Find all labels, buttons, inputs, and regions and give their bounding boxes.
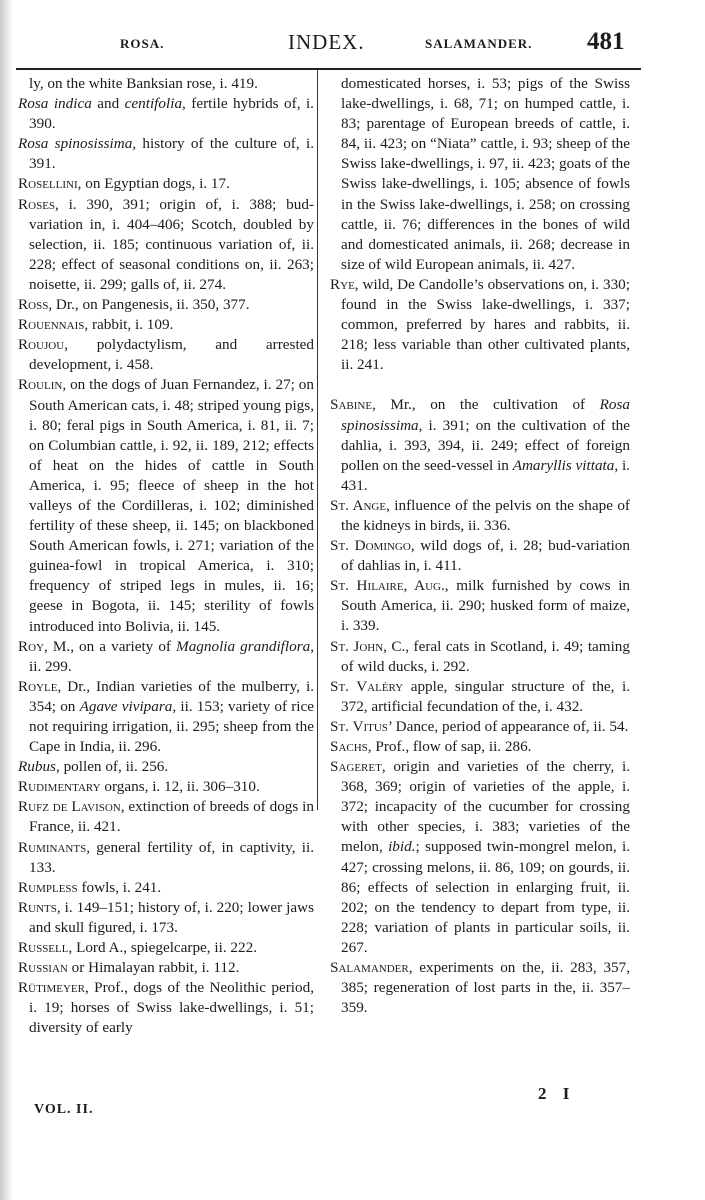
entry-text: , pollen of, ii. 256. (55, 758, 169, 776)
entry-text: ’ Dance, period of appearance of, ii. 54. (387, 717, 629, 735)
entry-text: , i. 391; on the cultivation of the dahlia, i. 393, 394, ii. 249; effect of foreign pollen on the seed-vessel in (341, 416, 630, 474)
entry-gap (330, 375, 630, 395)
index-entry (18, 838, 314, 878)
index-entry (330, 576, 630, 636)
entry-text: ; supposed twin-mongrel melon, i. 427; crossing melons, ii. 86, 109; on gourds, ii. 86; effects of selection in enlarging fruit, ii. 202; on the tendency to depart from type, ii. 228; variation of plants in particular soils, ii. 267. (341, 838, 630, 956)
index-entry (330, 275, 630, 375)
entry-text: , Dr., Indian varieties of the mulberry, i. 354; on (29, 677, 314, 715)
index-entry (18, 195, 314, 295)
entry-heading: Royle (18, 677, 58, 695)
index-entry (330, 536, 630, 576)
entry-heading: Roy (18, 637, 45, 655)
entry-heading: Russian (18, 959, 68, 977)
entry-text: , extinction of breeds of dogs in France, ii. 421. (29, 798, 314, 836)
index-entry (330, 395, 630, 495)
entry-text: , on the dogs of Juan Fernandez, i. 27; on South American cats, i. 48; striped young pigs, i. 80; feral pigs in South America, i. 81, ii. 7; on Columbian cattle, i. 92, ii. 189, 212; effects of heat on the hides of cattle in South America, i. 95; fleece of sheep in the hot valleys of the Cordilleras, i. 102; diminished fertility of these sheep, ii. 145; on blackboned South American fowls, i. 271; variation of the guinea-fowl in tropical America, i. 310; frequency of striped legs in mules, ii. 16; geese in Bogota, ii. 145; sterility of fowls introduced into Bolivia, ii. 145. (29, 376, 314, 635)
entry-heading: Sageret (330, 758, 382, 776)
entry-heading: Roses (18, 195, 56, 213)
index-entry (18, 978, 314, 1038)
entry-heading: Rosellini (18, 175, 78, 193)
entry-text: , wild, De Candolle’s observations on, i. 330; found in the Swiss lake-dwellings, i. 337; common, preferred by hares and rabbits, ii. 218; less variable than other cultivated plants, ii. 241. (341, 275, 630, 374)
entry-text: apple, singular structure of the, i. 372, artificial fecundation of the, i. 432. (341, 677, 630, 715)
entry-heading: Roulin (18, 376, 63, 394)
index-entry (18, 375, 314, 636)
index-entry (18, 74, 314, 94)
right-column (330, 74, 630, 1018)
entry-italic-term: Rubus (18, 758, 56, 776)
entry-text: , M., on a variety of (44, 637, 177, 655)
entry-text: or Himalayan rabbit, i. 112. (67, 959, 240, 977)
index-entry (330, 958, 630, 1018)
column-divider (317, 70, 318, 810)
entry-italic-term: Rosa indica (18, 95, 92, 113)
index-entry (18, 898, 314, 938)
entry-heading: Ruminants (18, 838, 87, 856)
entry-italic-term: centifolia (124, 95, 183, 113)
entry-text: , i. 390, 391; origin of, i. 388; bud-variation in, i. 404–406; Scotch, doubled by selection, ii. 185; continuous variation of, ii. 228; effect of seasonal conditions on, ii. 263; noisette, ii. 299; galls of, ii. 274. (29, 195, 314, 293)
header-title: INDEX. (288, 30, 365, 54)
entry-heading: Sachs (330, 738, 368, 755)
entry-italic-term: ibid. (388, 838, 416, 856)
entry-heading: Runts (18, 898, 57, 916)
entry-heading: St. Valéry (330, 677, 404, 695)
entry-heading: Salamander (330, 959, 409, 977)
index-entry (330, 496, 630, 536)
entry-text: , C., feral cats in Scotland, i. 49; taming of wild ducks, i. 292. (341, 637, 630, 675)
entry-italic-term: Magnolia grandiflora (176, 637, 311, 655)
index-entry (18, 797, 314, 837)
entry-heading: St. John (330, 637, 384, 655)
entry-heading: Rye (330, 275, 355, 293)
index-entry (18, 938, 314, 958)
header-rule (16, 68, 641, 70)
entry-heading: Ross (18, 296, 49, 314)
entry-text: , i. 149–151; history of, i. 220; lower jaws and skull figured, i. 173. (29, 898, 314, 936)
entry-text: , i. 431. (341, 456, 630, 494)
left-column (18, 74, 314, 1039)
entry-text: , origin and varieties of the cherry, i. 368, 369; origin of varieties of the apple, i. 372; incapacity of the cucumber for crossing with other species, i. 383; varieties of the melon, (341, 758, 630, 856)
entry-heading: St. Hilaire, Aug. (330, 577, 445, 595)
page-footer (18, 1084, 618, 1124)
entry-text: , influence of the pelvis on the shape of the kidneys in birds, ii. 336. (341, 496, 630, 534)
index-entry (18, 878, 314, 898)
entry-text: , on Egyptian dogs, i. 17. (77, 175, 230, 193)
entry-text: , Prof., flow of sap, ii. 286. (367, 738, 532, 755)
entry-heading: St. Ange (330, 496, 387, 514)
entry-text: , Prof., dogs of the Neolithic period, i. 19; horses of Swiss lake-dwellings, i. 51; diversity of early (29, 979, 314, 1037)
entry-text: , polydactylism, and arrested development, i. 458. (29, 336, 314, 374)
header-right-word: SALAMANDER. (425, 36, 533, 51)
entry-text: , rabbit, i. 109. (84, 316, 174, 334)
index-entry (18, 94, 314, 134)
entry-heading: Rütimeyer (18, 979, 85, 997)
entry-heading: St. Vitus (330, 717, 388, 735)
signature-mark: 2 I (538, 1084, 576, 1103)
index-entry (18, 958, 314, 978)
index-entry (330, 737, 630, 757)
index-entry (18, 335, 314, 375)
entry-italic-term: Rosa spinosissima (18, 135, 133, 153)
entry-heading: Rumpless (18, 878, 78, 896)
index-entry (18, 677, 314, 757)
index-entry (330, 717, 630, 737)
entry-heading: Russell (18, 939, 69, 957)
index-entry (18, 295, 314, 315)
entry-text: , wild dogs of, i. 28; bud-variation of dahlias in, i. 411. (341, 537, 630, 575)
index-entry (18, 637, 314, 677)
entry-text: , Lord A., spiegelcarpe, ii. 222. (68, 939, 257, 957)
entry-heading: Roujou (18, 336, 65, 354)
entry-text: and (91, 95, 125, 113)
page-edge-shadow (0, 0, 14, 1200)
entry-text: , ii. 299. (29, 637, 315, 675)
entry-text: , history of the culture of, i. 391. (29, 135, 314, 173)
entry-text: organs, i. 12, ii. 306–310. (100, 778, 260, 796)
entry-text: domesticated horses, i. 53; pigs of the Swiss lake-dwellings, i. 68, 71; on humped cattle, i. 83; parentage of European breeds of cattle, i. 84, ii. 423; on “Niata” cattle, i. 93; sheep of the Swiss lake-dwellings, i. 97, ii. 423; goats of the Swiss lake-dwellings, i. 105; absence of fowls in the Swiss lake-dwellings, i. 258; on crossing cattle, ii. 76; differences in the bones of wild and domesticated animals, ii. 268; decrease in size of wild European animals, ii. 427. (341, 75, 630, 273)
entry-text: , milk furnished by cows in South America, ii. 290; husked form of maize, i. 339. (341, 577, 631, 635)
entry-text: fowls, i. 241. (77, 878, 162, 896)
index-entry (330, 757, 630, 958)
index-entry (330, 74, 630, 275)
entry-text: ly, on the white Banksian rose, i. 419. (29, 75, 258, 92)
entry-text: , Dr., on Pangenesis, ii. 350, 377. (48, 296, 250, 314)
entry-heading: Rouennais (18, 316, 85, 334)
volume-mark: VOL. II. (34, 1102, 94, 1117)
entry-italic-term: Amaryllis vittata (512, 456, 615, 474)
entry-italic-term: Agave vivipara (79, 697, 173, 715)
entry-text: , fertile hybrids of, i. 390. (29, 95, 314, 133)
page-number: 481 (587, 28, 625, 55)
entry-text: , Mr., on the cultivation of (372, 396, 600, 414)
header-left-word: ROSA. (120, 36, 165, 51)
index-entry (18, 315, 314, 335)
entry-heading: Sabine (330, 396, 373, 414)
entry-text: , experiments on the, ii. 283, 357, 385; regeneration of lost parts in the, ii. 357–359. (341, 959, 630, 1017)
entry-italic-term: Rosa spinosissima (341, 396, 630, 434)
index-entry (18, 757, 314, 777)
entry-text: , ii. 153; variety of rice not requiring irrigation, ii. 295; sheep from the Cape in India, ii. 296. (29, 697, 314, 756)
index-entry (330, 677, 630, 717)
entry-text: , general fertility of, in captivity, ii. 133. (29, 838, 314, 876)
entry-heading: Rufz de Lavison (18, 798, 121, 816)
index-entry (18, 174, 314, 194)
index-entry (330, 637, 630, 677)
index-entry (18, 777, 314, 797)
entry-heading: Rudimentary (18, 778, 101, 796)
entry-heading: St. Domingo (330, 537, 411, 555)
running-header (120, 28, 640, 68)
index-entry (18, 134, 314, 174)
